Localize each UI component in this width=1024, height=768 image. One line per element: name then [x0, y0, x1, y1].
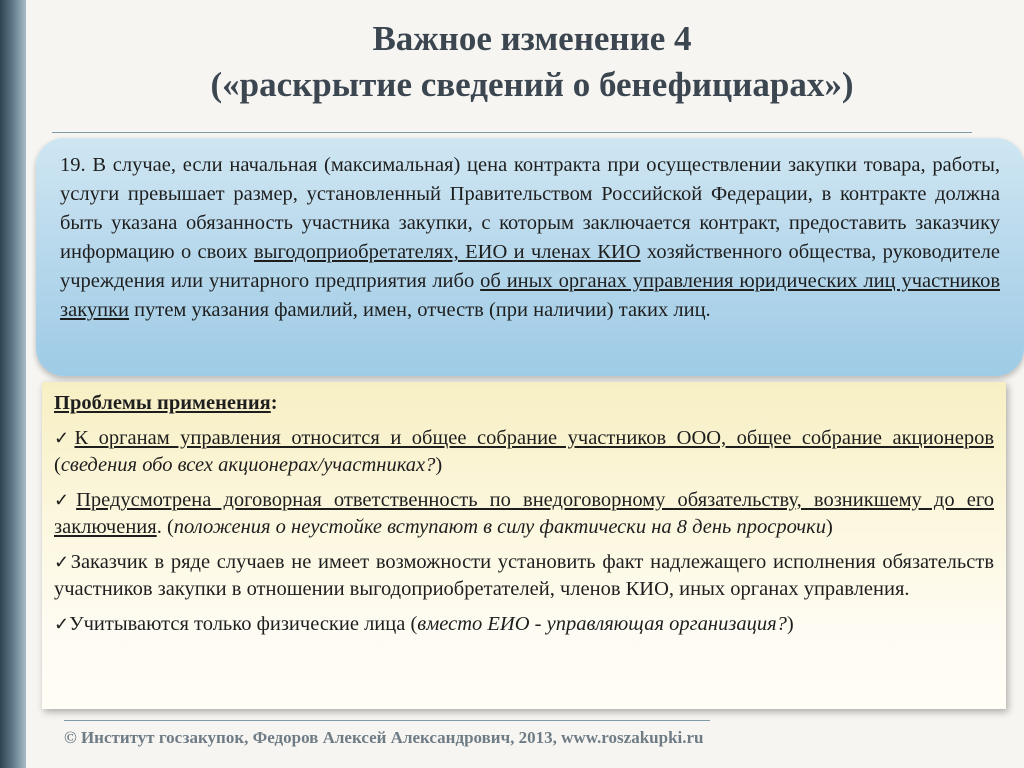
checkmark-icon: ✓: [54, 490, 77, 510]
slide-title-line-1: Важное изменение 4: [372, 19, 692, 58]
problems-box: [42, 382, 1006, 709]
title-divider: [52, 132, 972, 133]
problem-1-close: ): [435, 454, 443, 476]
problem-item-4: [54, 611, 994, 638]
law-text-part-1: 19. В случае, если начальная (максимальная) цена контракта при осуществлении закупки товара, работы, услуги превышает размер, установленный Правительством Российской Федерации, в контракте должна быть указана обязанность участника закупки, с которым заключается контракт, предоставить заказчику информацию о своих: [60, 154, 1000, 263]
problem-item-2: [54, 487, 994, 541]
checkmark-icon: ✓: [54, 428, 75, 448]
problem-3-text: Заказчик в ряде случаев не имеет возможности установить факт надлежащего исполнения обязательств участников закупки в отношении выгодоприобретателей, членов КИО, иных органах управления.: [54, 551, 994, 600]
footer-divider: [64, 720, 710, 721]
problem-1-italic: сведения обо всех акционерах/участниках?: [60, 454, 436, 476]
checkmark-icon: ✓: [54, 552, 71, 572]
problem-item-3: [54, 549, 994, 603]
law-text-underline-1: выгодоприобретателях, ЕИО и членах КИО: [254, 241, 641, 263]
problem-4-close: ): [786, 613, 794, 635]
problem-1-normal: (: [54, 454, 61, 476]
problems-heading-row: [54, 390, 994, 417]
left-decorative-bar: [0, 0, 26, 768]
footer-copyright: © Институт госзакупок, Федоров Алексей Александрович, 2013, www.roszakupki.ru: [64, 728, 704, 747]
checkmark-icon: ✓: [54, 614, 70, 634]
problem-2-close: ): [825, 516, 833, 538]
problem-2-underlined: Предусмотрена договорная ответственность по внедоговорному обязательству, возникшему до его заключения: [54, 489, 994, 538]
law-text-part-2: хозяйственного общества, руководителе учреждения или унитарного предприятия либо: [60, 241, 1000, 292]
problems-heading-colon: :: [270, 392, 278, 414]
law-text-underline-2: об иных органах управления юридических лиц участников закупки: [60, 270, 1000, 321]
problems-heading: Проблемы применения: [54, 392, 271, 414]
law-text-part-3: путем указания фамилий, имен, отчеств (при наличии) таких лиц.: [129, 299, 711, 321]
problem-1-underlined: К органам управления относится и общее собрание участников ООО, общее собрание акционеров: [74, 427, 994, 449]
problem-2-normal: . (: [156, 516, 174, 538]
slide-title-line-2: («раскрытие сведений о бенефициарах»): [210, 65, 854, 104]
slide-title: [40, 16, 1024, 108]
problem-item-1: [54, 425, 994, 479]
law-quote-box: [36, 138, 1024, 376]
problem-4-italic: вместо ЕИО - управляющая организация?: [417, 613, 787, 635]
problem-2-italic: положения о неустойке вступают в силу фактически на 8 день просрочки: [173, 516, 826, 538]
problem-4-normal: Учитываются только физические лица (: [69, 613, 418, 635]
